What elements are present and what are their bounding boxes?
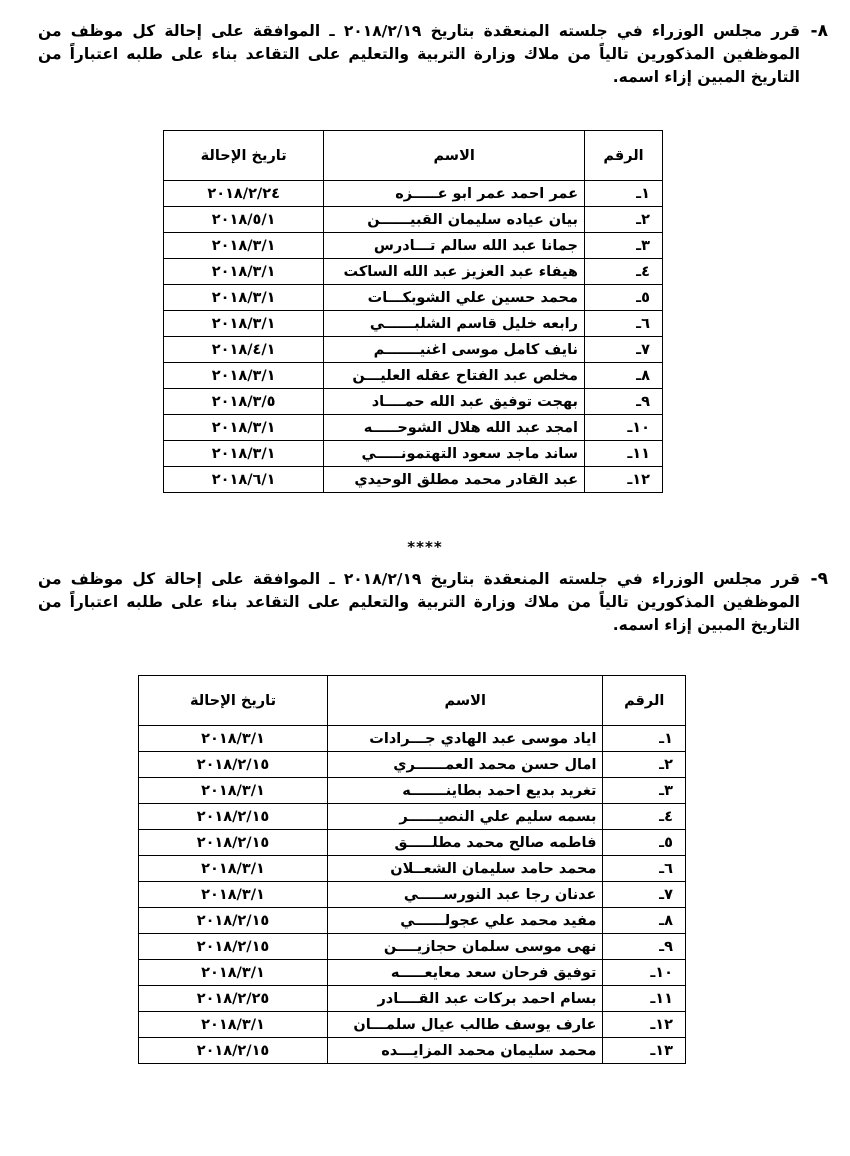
header-name: الاسم: [328, 676, 603, 726]
row-number: ١١ـ: [603, 986, 686, 1012]
employee-name: مفيد محمد علي عجولــــــي: [328, 908, 603, 934]
row-number: ٨ـ: [584, 363, 662, 389]
decision-9-number: ٩-: [810, 569, 828, 589]
retirement-date: ٢٠١٨/٢/١٥: [139, 1038, 328, 1064]
row-number: ٩ـ: [603, 934, 686, 960]
employee-name: بسام احمد بركات عبد القــــادر: [328, 986, 603, 1012]
employee-name: عمر احمد عمر ابو عـــــزه: [324, 181, 585, 207]
header-name: الاسم: [324, 131, 585, 181]
employee-name: نهى موسى سلمان حجازيــــن: [328, 934, 603, 960]
table-row: [164, 259, 663, 285]
header-retirement-date: تاريخ الإحالة: [139, 676, 328, 726]
employee-name: رابعه خليل قاسم الشلبــــــي: [324, 311, 585, 337]
employee-name: اياد موسى عبد الهادي جـــرادات: [328, 726, 603, 752]
table-row: [164, 285, 663, 311]
table-row: [139, 934, 686, 960]
row-number: ١٠ـ: [584, 415, 662, 441]
row-number: ٣ـ: [603, 778, 686, 804]
employee-name: تغريد بديع احمد بطاينـــــــه: [328, 778, 603, 804]
retirement-date: ٢٠١٨/٣/٥: [164, 389, 324, 415]
row-number: ٢ـ: [603, 752, 686, 778]
decision-8-paragraph: [38, 20, 828, 89]
retirement-date: ٢٠١٨/٢/٢٤: [164, 181, 324, 207]
decision-8-text: قرر مجلس الوزراء في جلسته المنعقدة بتاريخ ٢٠١٨/٢/١٩ ـ الموافقة على إحالة كل موظف من الموظفين المذكورين تالياً من ملاك وزارة التربية والتعليم على التقاعد بناء على طلبه اعتباراً من التاريخ المبين إزاء اسمه.: [38, 22, 800, 86]
table-row: [164, 389, 663, 415]
row-number: ٥ـ: [603, 830, 686, 856]
row-number: ١١ـ: [584, 441, 662, 467]
retirement-date: ٢٠١٨/٣/١: [139, 960, 328, 986]
employee-name: عارف يوسف طالب عيال سلمـــان: [328, 1012, 603, 1038]
table-row: [139, 1038, 686, 1064]
retirement-date: ٢٠١٨/٣/١: [139, 882, 328, 908]
table-row: [139, 778, 686, 804]
row-number: ٩ـ: [584, 389, 662, 415]
employee-name: مخلص عبد الفتاح عقله العليـــن: [324, 363, 585, 389]
row-number: ١ـ: [603, 726, 686, 752]
header-number: الرقم: [584, 131, 662, 181]
table-row: [164, 363, 663, 389]
employee-name: فاطمه صالح محمد مطلـــــق: [328, 830, 603, 856]
decision-9-text: قرر مجلس الوزراء في جلسته المنعقدة بتاريخ ٢٠١٨/٢/١٩ ـ الموافقة على إحالة كل موظف من الموظفين المذكورين تالياً من ملاك وزارة التربية والتعليم على التقاعد بناء على طلبه اعتباراً من التاريخ المبين إزاء اسمه.: [38, 570, 800, 634]
employee-name: امجد عبد الله هلال الشوحـــــه: [324, 415, 585, 441]
row-number: ٦ـ: [603, 856, 686, 882]
retirement-date: ٢٠١٨/٢/١٥: [139, 934, 328, 960]
employee-name: بيان عياده سليمان القبيــــــن: [324, 207, 585, 233]
row-number: ٥ـ: [584, 285, 662, 311]
table-row: [164, 337, 663, 363]
employee-name: بسمه سليم علي النصيــــــر: [328, 804, 603, 830]
decision-8-number: ٨-: [810, 21, 828, 41]
row-number: ٧ـ: [584, 337, 662, 363]
row-number: ٣ـ: [584, 233, 662, 259]
row-number: ١ـ: [584, 181, 662, 207]
row-number: ١٢ـ: [584, 467, 662, 493]
table-row: [139, 856, 686, 882]
row-number: ٦ـ: [584, 311, 662, 337]
table-row: [139, 908, 686, 934]
retirement-date: ٢٠١٨/٣/١: [139, 726, 328, 752]
table-row: [164, 311, 663, 337]
row-number: ٢ـ: [584, 207, 662, 233]
retirement-date: ٢٠١٨/٢/١٥: [139, 908, 328, 934]
decision-8-table-body: [164, 181, 663, 493]
section-separator: ****: [407, 538, 443, 556]
retirement-date: ٢٠١٨/٣/١: [139, 1012, 328, 1038]
retirement-date: ٢٠١٨/٢/١٥: [139, 830, 328, 856]
table-row: [164, 467, 663, 493]
decision-9-table-body: [139, 726, 686, 1064]
header-retirement-date: تاريخ الإحالة: [164, 131, 324, 181]
decision-9-paragraph: [38, 568, 828, 637]
retirement-date: ٢٠١٨/٤/١: [164, 337, 324, 363]
header-number: الرقم: [603, 676, 686, 726]
employee-name: بهجت توفيق عبد الله حمــــاد: [324, 389, 585, 415]
table-row: [139, 752, 686, 778]
row-number: ١٠ـ: [603, 960, 686, 986]
employee-name: نايف كامل موسى اغنيـــــــم: [324, 337, 585, 363]
table-row: [139, 960, 686, 986]
employee-name: هيفاء عبد العزيز عبد الله الساكت: [324, 259, 585, 285]
decision-8-table: [163, 130, 663, 493]
employee-name: محمد حامد سليمان الشعــلان: [328, 856, 603, 882]
employee-name: جمانا عبد الله سالم تـــادرس: [324, 233, 585, 259]
retirement-date: ٢٠١٨/٣/١: [164, 285, 324, 311]
table-header-row: [164, 131, 663, 181]
retirement-date: ٢٠١٨/٣/١: [164, 233, 324, 259]
employee-name: عدنان رجا عبد النورســـــي: [328, 882, 603, 908]
retirement-date: ٢٠١٨/٥/١: [164, 207, 324, 233]
retirement-date: ٢٠١٨/٣/١: [164, 363, 324, 389]
retirement-date: ٢٠١٨/٣/١: [164, 311, 324, 337]
employee-name: ساند ماجد سعود التهتمونـــــي: [324, 441, 585, 467]
retirement-date: ٢٠١٨/٣/١: [164, 415, 324, 441]
retirement-date: ٢٠١٨/٢/١٥: [139, 752, 328, 778]
row-number: ٧ـ: [603, 882, 686, 908]
retirement-date: ٢٠١٨/٣/١: [139, 778, 328, 804]
table-row: [139, 986, 686, 1012]
retirement-date: ٢٠١٨/٣/١: [139, 856, 328, 882]
employee-name: توفيق فرحان سعد معايعـــــه: [328, 960, 603, 986]
row-number: ٤ـ: [584, 259, 662, 285]
row-number: ١٢ـ: [603, 1012, 686, 1038]
table-row: [139, 882, 686, 908]
table-header-row: [139, 676, 686, 726]
table-row: [164, 207, 663, 233]
decision-9-table: [138, 675, 686, 1064]
table-row: [164, 415, 663, 441]
row-number: ١٣ـ: [603, 1038, 686, 1064]
table-row: [139, 726, 686, 752]
retirement-date: ٢٠١٨/٢/١٥: [139, 804, 328, 830]
employee-name: محمد حسين علي الشوبكـــات: [324, 285, 585, 311]
row-number: ٤ـ: [603, 804, 686, 830]
retirement-date: ٢٠١٨/٢/٢٥: [139, 986, 328, 1012]
table-row: [164, 441, 663, 467]
employee-name: محمد سليمان محمد المزايـــده: [328, 1038, 603, 1064]
table-row: [139, 830, 686, 856]
employee-name: عبد القادر محمد مطلق الوحيدي: [324, 467, 585, 493]
retirement-date: ٢٠١٨/٣/١: [164, 441, 324, 467]
table-row: [139, 1012, 686, 1038]
retirement-date: ٢٠١٨/٣/١: [164, 259, 324, 285]
table-row: [139, 804, 686, 830]
retirement-date: ٢٠١٨/٦/١: [164, 467, 324, 493]
employee-name: امال حسن محمد العمــــــري: [328, 752, 603, 778]
row-number: ٨ـ: [603, 908, 686, 934]
table-row: [164, 181, 663, 207]
table-row: [164, 233, 663, 259]
